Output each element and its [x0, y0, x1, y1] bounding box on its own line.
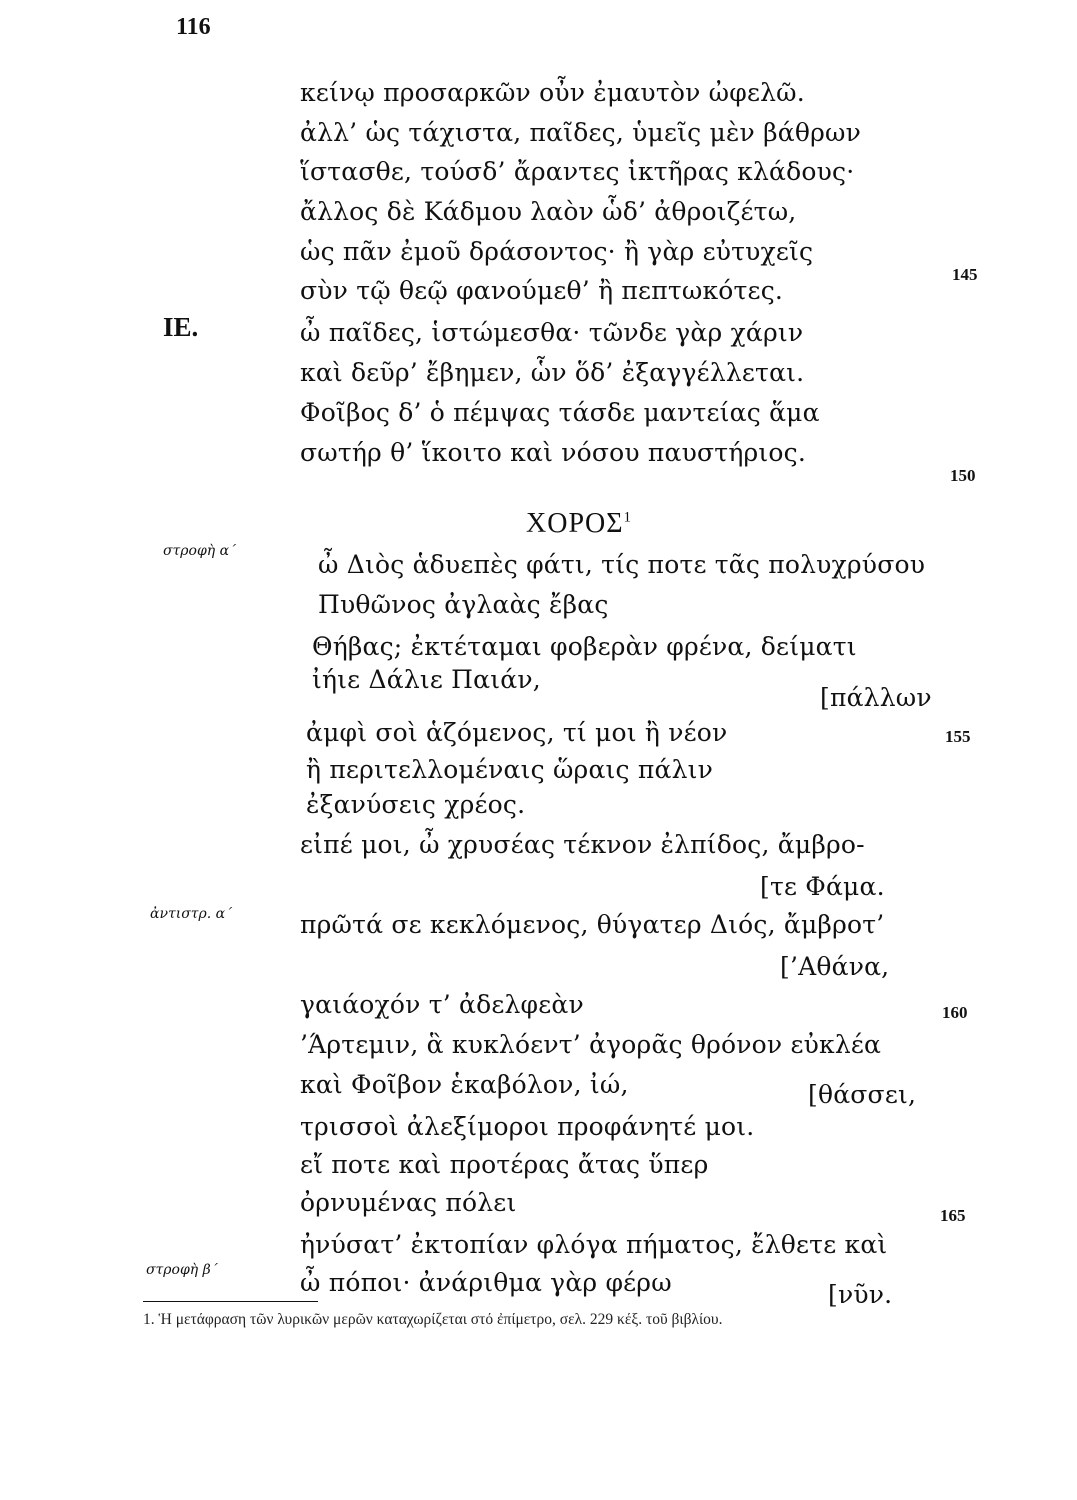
verse-line-turnover: [νῦν. — [828, 1280, 893, 1309]
verse-line-turnover: [τε Φάμα. — [760, 872, 885, 901]
chorus-heading-text: ΧΟΡΟΣ — [526, 508, 624, 539]
verse-line: ἵστασθε, τούσδ’ ἄραντες ἱκτῆρας κλάδους· — [300, 157, 855, 186]
verse-line: ἄλλος δὲ Κάδμου λαὸν ὧδ’ ἀθροιζέτω, — [300, 197, 797, 226]
footnote-rule — [143, 1301, 318, 1302]
verse-line: ὡς πᾶν ἐμοῦ δράσοντος· ἢ γὰρ εὐτυχεῖς — [300, 237, 814, 266]
verse-line: Θήβας; ἐκτέταμαι φοβερὰν φρένα, δείματι — [312, 632, 857, 661]
antistrophe-a-label: ἀντιστρ. α΄ — [150, 906, 233, 922]
speaker-label-priest: ΙΕ. — [163, 312, 199, 342]
verse-line: εἰπέ μοι, ὦ χρυσέας τέκνον ἐλπίδος, ἄμβρο- — [300, 830, 865, 859]
verse-line: ὦ πόποι· ἀνάριθμα γὰρ φέρω — [300, 1268, 672, 1297]
strophe-b-label: στροφὴ β΄ — [146, 1262, 218, 1278]
verse-line: καὶ δεῦρ’ ἔβημεν, ὧν ὅδ’ ἐξαγγέλλεται. — [300, 358, 805, 387]
line-number-150: 150 — [950, 466, 976, 485]
verse-line: ἠνύσατ’ ἐκτοπίαν φλόγα πήματος, ἔλθετε καὶ — [300, 1230, 888, 1259]
strophe-a-label: στροφὴ α΄ — [163, 543, 237, 559]
verse-line: Πυθῶνος ἀγλαὰς ἔβας — [318, 590, 609, 619]
verse-line-turnover: [πάλλων — [820, 683, 932, 712]
verse-line: ἀλλ’ ὡς τάχιστα, παῖδες, ὑμεῖς μὲν βάθρων — [300, 118, 861, 147]
verse-line: ἰήιε Δάλιε Παιάν, — [312, 665, 541, 694]
chorus-heading — [526, 508, 632, 540]
verse-line: Φοῖβος δ’ ὁ πέμψας τάσδε μαντείας ἅμα — [300, 398, 820, 427]
verse-line: ἢ περιτελλομέναις ὥραις πάλιν — [306, 755, 714, 784]
verse-line-turnover: [’Αθάνα, — [780, 952, 890, 981]
verse-line: εἴ ποτε καὶ προτέρας ἄτας ὕπερ — [300, 1150, 709, 1179]
verse-line: κείνῳ προσαρκῶν οὖν ἐμαυτὸν ὠφελῶ. — [300, 78, 805, 107]
line-number-145: 145 — [952, 265, 978, 284]
verse-line-turnover: [θάσσει, — [808, 1080, 917, 1109]
verse-line: ’Άρτεμιν, ἃ κυκλόεντ’ ἀγορᾶς θρόνον εὐκλέα — [300, 1030, 882, 1059]
verse-line: σωτήρ θ’ ἵκοιτο καὶ νόσου παυστήριος. — [300, 438, 807, 467]
verse-line: ὀρνυμένας πόλει — [300, 1188, 517, 1217]
line-number-155: 155 — [945, 727, 971, 746]
verse-line: ἀμφὶ σοὶ ἁζόμενος, τί μοι ἢ νέον — [306, 718, 728, 747]
line-number-160: 160 — [942, 1003, 968, 1022]
verse-line: πρῶτά σε κεκλόμενος, θύγατερ Διός, ἄμβροτ’ — [300, 910, 885, 939]
verse-line: γαιάοχόν τ’ ἀδελφεὰν — [300, 990, 584, 1019]
footnote: 1. Ἡ μετάφραση τῶν λυρικῶν μερῶν καταχωρίζεται στό ἐπίμετρο, σελ. 229 κέξ. τοῦ βιβλίου. — [143, 1311, 723, 1328]
verse-line: ἐξανύσεις χρέος. — [306, 790, 526, 819]
line-number-165: 165 — [940, 1206, 966, 1225]
footnote-marker: 1 — [623, 509, 633, 526]
verse-line: σὺν τῷ θεῷ φανούμεθ’ ἢ πεπτωκότες. — [300, 276, 784, 305]
verse-line: ὦ παῖδες, ἱστώμεσθα· τῶνδε γὰρ χάριν — [300, 318, 804, 347]
verse-line: ὦ Διὸς ἁδυεπὲς φάτι, τίς ποτε τᾶς πολυχρύσου — [318, 550, 926, 579]
page-number: 116 — [176, 14, 211, 40]
verse-line: τρισσοὶ ἀλεξίμοροι προφάνητέ μοι. — [300, 1112, 755, 1141]
verse-line: καὶ Φοῖβον ἑκαβόλον, ἰώ, — [300, 1070, 629, 1099]
